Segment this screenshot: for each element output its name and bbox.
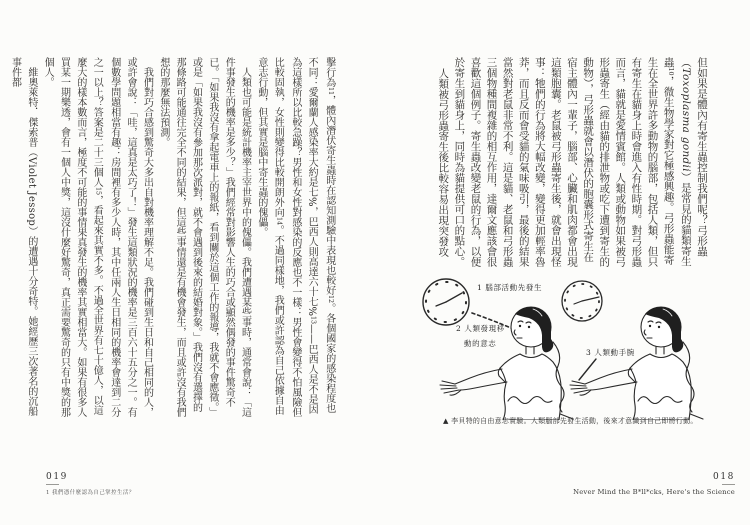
figure-caption: ▲ 李貝特的自由意志實驗。人類腦部先發生活動，後來才意識到自己即將行動。 [443,417,698,425]
figure-label-step3: 3 人類動手腕 [586,348,635,357]
footnote-marker: 15 [94,187,102,196]
paragraph [435,57,451,268]
running-footer-chapter-title: 1 我們憑什麼認為自己掌控生活？ [46,490,135,496]
paragraph [6,57,39,419]
text-run: 擊行為 [323,57,335,87]
footnote-marker: 11 [327,87,334,96]
text-run: ——巴西人是不是因為這樣所以比較急躁？男性和女性對感染的反應也不一樣：男性會變得不怕風險但比較固執，女性則變得比較開朗外向 [272,57,318,417]
left-page-body-text [9,57,338,419]
text-run: Toxoplasma gondii [679,67,692,172]
footnote-marker: 13 [309,316,317,325]
page-number: 018 [713,472,735,482]
text-run: 。不過同樣地，我們或許認為自己依據自由意志行動，但其實是腦中寄生蟲的傀儡。 [255,57,284,416]
text-run: 但如果是體內有寄生蟲控制我們呢？弓形蟲（ [679,57,708,257]
paragraph [154,57,252,419]
footnote-marker: 12 [327,295,334,304]
running-footer-book-title: Never Mind the B*ll*cks, Here's the Science [573,488,735,496]
footnote-marker: 10 [666,67,674,76]
person-figure-right [570,307,703,420]
text-run: ，微生物學家對它極感興趣。弓形蟲能寄生在全世界許多動物的腦部，包括人類，但只有寄生在貓身上時會進入有性時期。對弓形蟲而言，貓就是愛情賓館。人類或動物如果被弓形蟲寄生（經由貓的排泄物或吃下遭到寄生的動物），弓形蟲就會以潛伏的胞囊形式寄生在宿主體內一輩子，腦部、心臟和肌肉都會出現這類胞囊。老鼠被弓形蟲寄生後，就會出現怪事：牠們的行為將大幅改變，變得更加輕率魯莽，而且反而會受貓的氣味吸引，最後的結果當然對老鼠非常不利。這是貓、老鼠和弓形蟲三個物種間複雜的相互作用，達爾文應該會很喜歡這個例子。寄生蟲改變老鼠的行為，以便於寄生到貓身上，同時為貓提供可口的點心。 [453,57,675,267]
clock-icon [562,281,602,321]
text-run: ）的遭遇十分奇特。她經歷三次著名的沉船事件都 [9,57,37,417]
text-run: 人類也可能是統計機率主宰世界中的傀儡。我們遭遇某些事時，通常會說：「這件事發生的機率是多少？」我們經常對影響人生的巧合或顯然偶發的事件驚奇不已。「如果我沒有拿起電車上的報紙，看到關於這個工作的報導，我就不會應徵。」或是「如果我沒有參加那次派對，就不會遇到後來的結婚對象。」我們沒有選擇的那條路可能通往完全不同的結果，但這些事情還是有機會發生，而且或許沒有我們想的那麼無法預測。 [157,57,251,417]
footer-rule [722,484,735,485]
text-run: Violet Jessop [25,157,37,227]
text-run: 維奧萊特．傑索普（ [25,67,37,157]
footnote-marker: 14 [275,217,283,226]
text-run: ）是常見的貓類寄生蟲 [662,57,692,267]
text-run: 。各個國家的感染程度也不同：愛爾蘭人感染率大約是七%，巴西人則高達六十七% [306,57,335,414]
text-run: 人類被弓形蟲寄生後比較容易出現突發攻 [437,67,450,257]
footer-rule [46,484,59,485]
figure-label-step1: 1 腦部活動先發生 [477,283,543,292]
text-run: ，看起來其實不多。不過全世界有七十億人，以這麼大的樣本數而言，極度不可能的事情果真發生的機率其實相當大。如果有很多人買某一期樂透，會有一個人中獎，這沒什麼好驚奇，真正需要驚奇的只有中獎的那個人。 [42,57,103,417]
text-run: 我們對巧合感到驚奇大多出自對機率理解不足。我們碰到生日和自己相同的人，或許會說：「哇，這真是太巧了！」發生這類狀況的機率是三百六十五分之一。有個數學問題相當有趣：房間裡有多少人時，其中任兩人生日相同的機率會達到二分之一以上？答案是二十三個人 [91,57,153,417]
right-page-footer [573,472,735,496]
pointer-line [579,359,596,380]
paragraph [451,57,710,268]
left-page-footer [46,472,135,496]
paragraph [253,57,338,419]
clock-icon [423,279,469,325]
paragraph [39,57,155,419]
text-run: ，體內潛伏寄生蟲時在認知測驗中表現也較好 [323,95,335,296]
libet-experiment-illustration [415,268,750,420]
right-page-body-text [432,57,710,268]
page-number: 019 [46,472,68,482]
figure-label-step2-line1: 2 人類發現移 [456,324,505,333]
figure-label-step2-line2: 動的意志 [464,339,497,348]
